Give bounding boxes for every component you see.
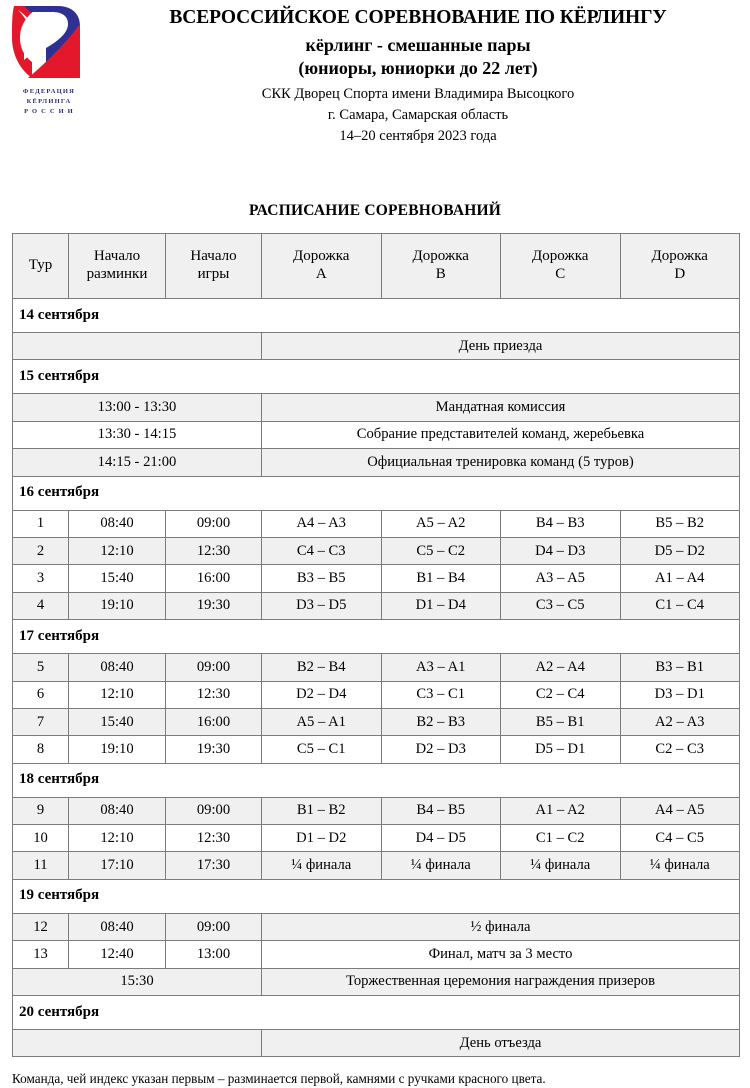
sheet-b-match: D2 – D3 <box>381 736 501 763</box>
column-header-6 <box>501 234 621 299</box>
sheet-b-match: B2 – B3 <box>381 708 501 735</box>
sheet-b-match: B4 – B5 <box>381 797 501 824</box>
column-header-line1: Начало <box>93 248 141 265</box>
table-row <box>13 510 740 537</box>
sheet-a-match: B2 – B4 <box>262 654 382 681</box>
schedule-table-wrapper <box>0 233 750 1057</box>
day-date-label: 19 сентября <box>13 879 740 913</box>
sheet-b-match: A3 – A1 <box>381 654 501 681</box>
round-number: 10 <box>13 825 69 852</box>
game-time: 12:30 <box>166 537 262 564</box>
round-number: 2 <box>13 537 69 564</box>
table-row <box>13 852 740 879</box>
sheet-a-match: A5 – A1 <box>262 708 382 735</box>
table-row <box>13 537 740 564</box>
schedule-table <box>12 233 740 1057</box>
sheet-c-match: A3 – A5 <box>501 565 621 592</box>
sheet-a-match: C4 – C3 <box>262 537 382 564</box>
column-header-line2: разминки <box>86 266 148 282</box>
event-time: 14:15 - 21:00 <box>13 449 262 476</box>
sheet-a-match: D2 – D4 <box>262 681 382 708</box>
warmup-time: 12:40 <box>69 941 166 968</box>
column-header-line1: Дорожка <box>532 248 589 265</box>
column-header-line1: Дорожка <box>412 248 469 265</box>
table-row <box>13 968 740 995</box>
day-header-row <box>13 360 740 394</box>
sheet-b-match: D1 – D4 <box>381 592 501 619</box>
game-time: 09:00 <box>166 510 262 537</box>
sheet-a-match: D3 – D5 <box>262 592 382 619</box>
sheet-b-match: A5 – A2 <box>381 510 501 537</box>
schedule-caption: РАСПИСАНИЕ СОРЕВНОВАНИЙ <box>249 202 501 219</box>
day-date-label: 20 сентября <box>13 996 740 1030</box>
warmup-time: 15:40 <box>69 708 166 735</box>
game-time: 12:30 <box>166 681 262 708</box>
sheet-c-match: A2 – A4 <box>501 654 621 681</box>
sheet-d-match: A2 – A3 <box>620 708 740 735</box>
footnote: Команда, чей индекс указан первым – разминается первой, камнями с ручками красного цвета. <box>12 1071 546 1087</box>
day-header-row <box>13 476 740 510</box>
warmup-time: 08:40 <box>69 654 166 681</box>
column-header-line2: A <box>315 266 327 282</box>
sheet-a-match: ¼ финала <box>262 852 382 879</box>
day-date-label: 15 сентября <box>13 360 740 394</box>
round-number: 5 <box>13 654 69 681</box>
event-time <box>13 333 262 360</box>
sheet-b-match: B1 – B4 <box>381 565 501 592</box>
game-time: 17:30 <box>166 852 262 879</box>
document-header <box>0 0 750 168</box>
column-header-line1: Тур <box>28 257 53 274</box>
game-time: 09:00 <box>166 654 262 681</box>
sheet-c-match: B4 – B3 <box>501 510 621 537</box>
sheet-d-match: C2 – C3 <box>620 736 740 763</box>
event-label: Мандатная комиссия <box>262 394 740 421</box>
round-number: 4 <box>13 592 69 619</box>
sheet-d-match: A4 – A5 <box>620 797 740 824</box>
day-header-row <box>13 620 740 654</box>
sheet-c-match: C2 – C4 <box>501 681 621 708</box>
round-number: 1 <box>13 510 69 537</box>
table-row <box>13 394 740 421</box>
column-header-line1: Дорожка <box>293 248 350 265</box>
day-header-row <box>13 763 740 797</box>
logo-caption-line-2: КЁРЛИНГА <box>26 98 72 106</box>
column-header-7 <box>620 234 740 299</box>
round-number: 3 <box>13 565 69 592</box>
event-time: 15:30 <box>13 968 262 995</box>
table-row <box>13 681 740 708</box>
schedule-table-head <box>13 234 740 299</box>
sheet-d-match: ¼ финала <box>620 852 740 879</box>
sheet-a-match: B1 – B2 <box>262 797 382 824</box>
logo-caption-line-3: Р О С С И И <box>24 108 74 116</box>
sheet-b-match: C3 – C1 <box>381 681 501 708</box>
sheet-a-match: B3 – B5 <box>262 565 382 592</box>
sheet-c-match: B5 – B1 <box>501 708 621 735</box>
competition-title: ВСЕРОССИЙСКОЕ СОРЕВНОВАНИЕ ПО КЁРЛИНГУ <box>169 7 667 28</box>
sheet-d-match: A1 – A4 <box>620 565 740 592</box>
table-row <box>13 797 740 824</box>
round-number: 13 <box>13 941 69 968</box>
sheet-c-match: D5 – D1 <box>501 736 621 763</box>
day-header-row <box>13 299 740 333</box>
table-row <box>13 449 740 476</box>
sheet-a-match: A4 – A3 <box>262 510 382 537</box>
column-header-line2: D <box>674 266 686 282</box>
round-number: 11 <box>13 852 69 879</box>
day-header-row <box>13 879 740 913</box>
column-header-3 <box>166 234 262 299</box>
game-time: 12:30 <box>166 825 262 852</box>
warmup-time: 08:40 <box>69 510 166 537</box>
sheet-d-match: B5 – B2 <box>620 510 740 537</box>
logo-caption-line-1: ФЕДЕРАЦИЯ <box>22 88 76 95</box>
event-time: 13:30 - 14:15 <box>13 421 262 448</box>
sheet-b-match: ¼ финала <box>381 852 501 879</box>
table-row <box>13 941 740 968</box>
table-row <box>13 592 740 619</box>
schedule-table-body <box>13 299 740 1057</box>
event-label: День приезда <box>262 333 740 360</box>
event-label: Торжественная церемония награждения призеров <box>262 968 740 995</box>
competition-dates: 14–20 сентября 2023 года <box>339 127 497 144</box>
russian-curling-federation-logo-icon <box>12 4 86 84</box>
warmup-time: 15:40 <box>69 565 166 592</box>
sheet-c-match: ¼ финала <box>501 852 621 879</box>
round-number: 6 <box>13 681 69 708</box>
table-row <box>13 421 740 448</box>
table-row <box>13 1030 740 1057</box>
warmup-time: 17:10 <box>69 852 166 879</box>
day-date-label: 18 сентября <box>13 763 740 797</box>
warmup-time: 19:10 <box>69 592 166 619</box>
table-row <box>13 333 740 360</box>
warmup-time: 12:10 <box>69 537 166 564</box>
sheet-d-match: C1 – C4 <box>620 592 740 619</box>
column-header-line1: Начало <box>190 248 237 265</box>
round-number: 8 <box>13 736 69 763</box>
sheet-c-match: D4 – D3 <box>501 537 621 564</box>
game-time: 19:30 <box>166 736 262 763</box>
warmup-time: 12:10 <box>69 825 166 852</box>
column-header-line2: игры <box>197 266 230 282</box>
sheet-c-match: C1 – C2 <box>501 825 621 852</box>
day-date-label: 14 сентября <box>13 299 740 333</box>
competition-category: (юниоры, юниорки до 22 лет) <box>298 58 538 79</box>
warmup-time: 19:10 <box>69 736 166 763</box>
sheet-d-match: D5 – D2 <box>620 537 740 564</box>
round-number: 12 <box>13 913 69 940</box>
column-header-2 <box>69 234 166 299</box>
table-row <box>13 913 740 940</box>
column-header-4 <box>262 234 382 299</box>
table-row <box>13 708 740 735</box>
competition-city: г. Самара, Самарская область <box>327 106 509 123</box>
game-time: 16:00 <box>166 708 262 735</box>
event-time: 13:00 - 13:30 <box>13 394 262 421</box>
round-number: 9 <box>13 797 69 824</box>
column-header-line2: C <box>555 266 566 282</box>
table-row <box>13 825 740 852</box>
warmup-time: 08:40 <box>69 797 166 824</box>
table-row <box>13 565 740 592</box>
sheet-d-match: D3 – D1 <box>620 681 740 708</box>
column-header-5 <box>381 234 501 299</box>
stage-label: ½ финала <box>262 913 740 940</box>
day-header-row <box>13 996 740 1030</box>
federation-logo-block <box>6 4 92 117</box>
sheet-d-match: B3 – B1 <box>620 654 740 681</box>
column-header-1 <box>13 234 69 299</box>
sheet-b-match: C5 – C2 <box>381 537 501 564</box>
sheet-c-match: A1 – A2 <box>501 797 621 824</box>
table-row <box>13 654 740 681</box>
event-time <box>13 1030 262 1057</box>
header-row <box>13 234 740 299</box>
competition-venue: СКК Дворец Спорта имени Владимира Высоцкого <box>261 85 575 102</box>
event-label: Официальная тренировка команд (5 туров) <box>262 449 740 476</box>
game-time: 09:00 <box>166 913 262 940</box>
title-block <box>0 6 750 147</box>
game-time: 09:00 <box>166 797 262 824</box>
day-date-label: 16 сентября <box>13 476 740 510</box>
sheet-c-match: C3 – C5 <box>501 592 621 619</box>
column-header-line1: Дорожка <box>651 248 708 265</box>
table-row <box>13 736 740 763</box>
event-label: День отъезда <box>262 1030 740 1057</box>
game-time: 19:30 <box>166 592 262 619</box>
game-time: 13:00 <box>166 941 262 968</box>
sheet-a-match: C5 – C1 <box>262 736 382 763</box>
column-header-line2: B <box>435 266 446 282</box>
game-time: 16:00 <box>166 565 262 592</box>
sheet-a-match: D1 – D2 <box>262 825 382 852</box>
sheet-b-match: D4 – D5 <box>381 825 501 852</box>
warmup-time: 08:40 <box>69 913 166 940</box>
stage-label: Финал, матч за 3 место <box>262 941 740 968</box>
sheet-d-match: C4 – C5 <box>620 825 740 852</box>
warmup-time: 12:10 <box>69 681 166 708</box>
competition-discipline: кёрлинг - смешанные пары <box>305 34 531 55</box>
day-date-label: 17 сентября <box>13 620 740 654</box>
event-label: Собрание представителей команд, жеребьевка <box>262 421 740 448</box>
round-number: 7 <box>13 708 69 735</box>
federation-logo-caption <box>6 87 92 117</box>
